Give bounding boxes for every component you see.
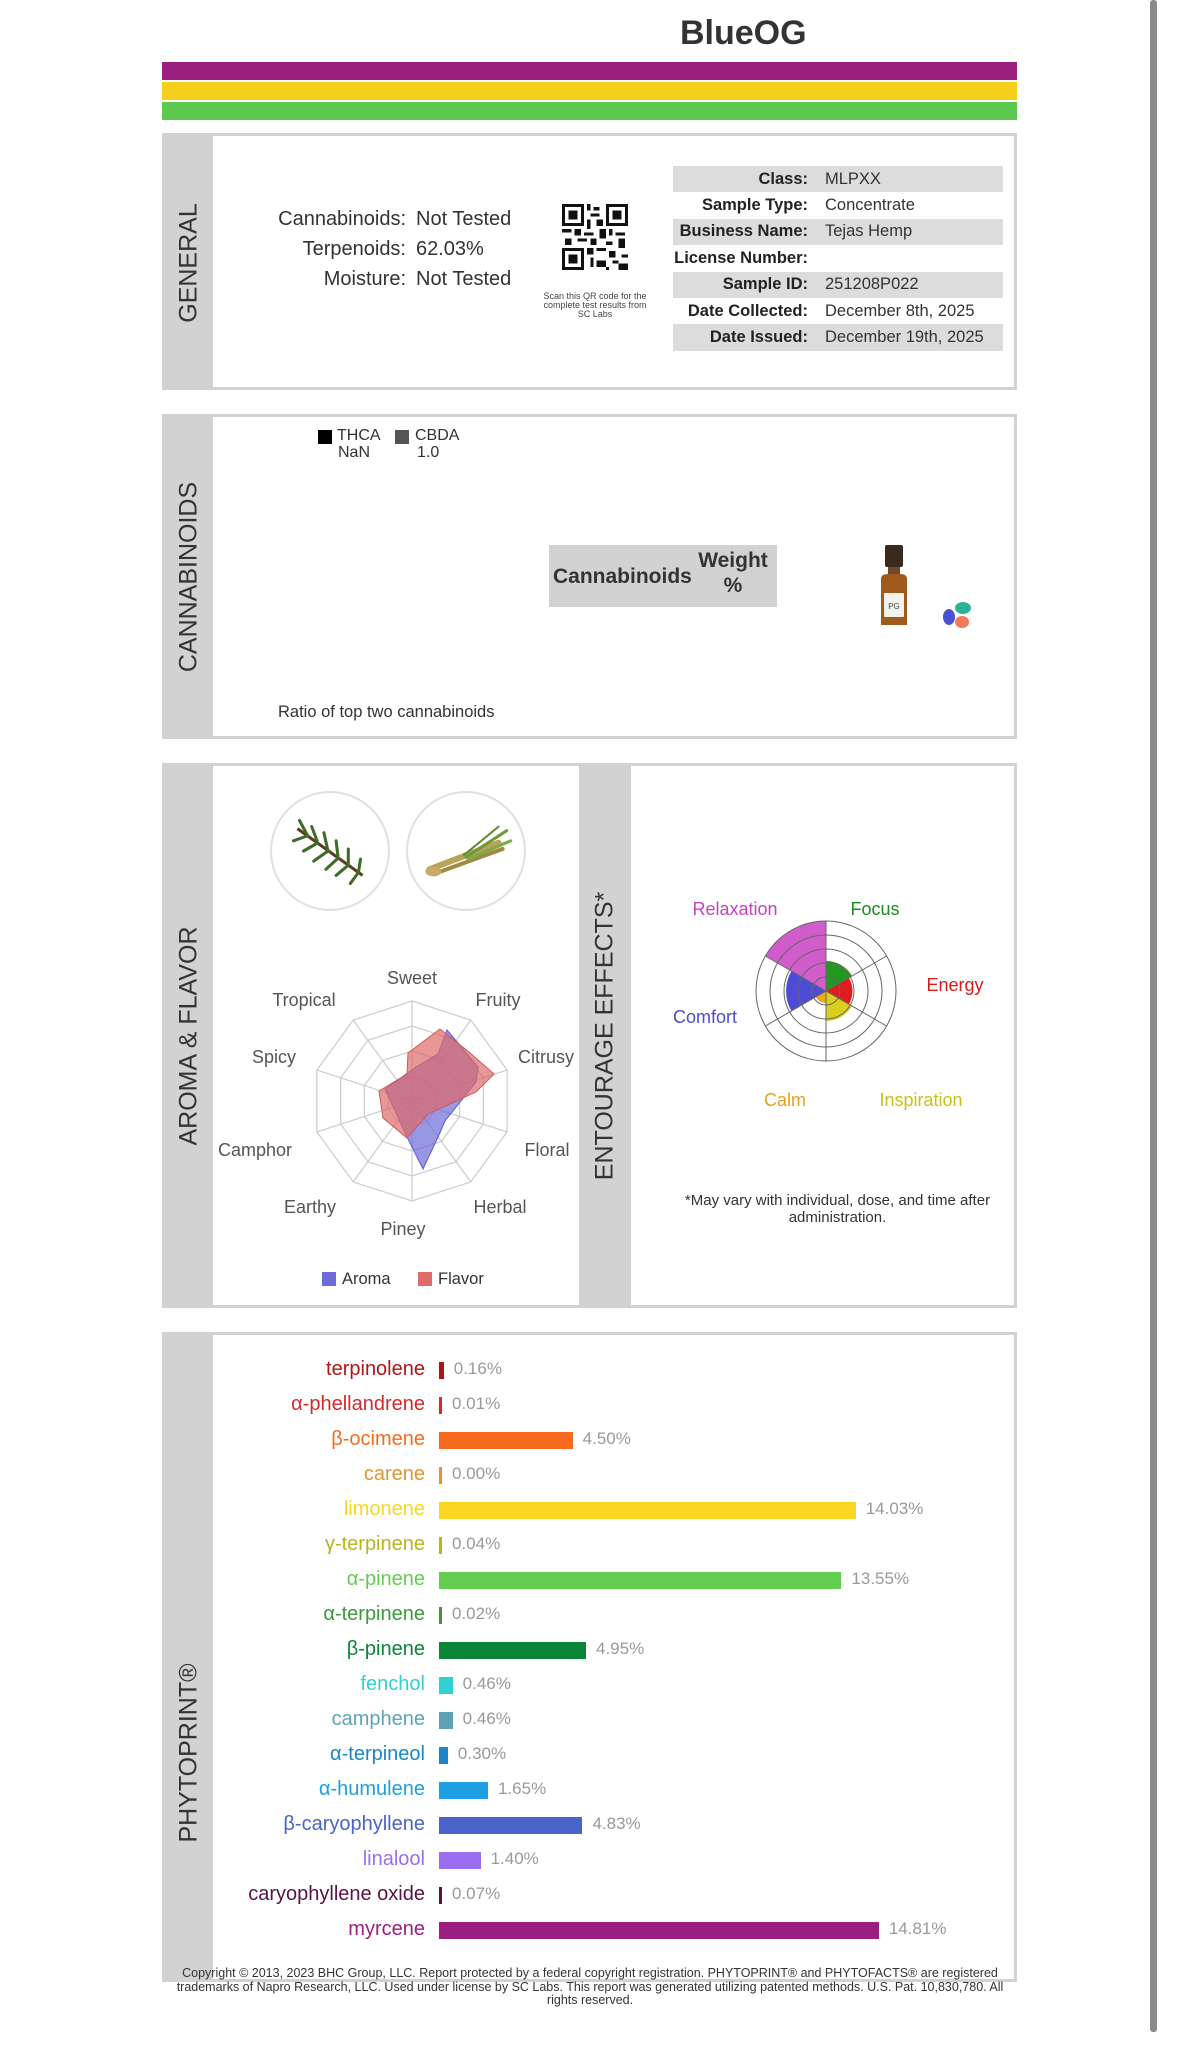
summary-key: Terpenoids: <box>302 238 406 260</box>
terpene-bar <box>439 1922 879 1939</box>
info-key: Business Name: <box>679 222 808 241</box>
thca-legend-value: NaN <box>338 444 371 461</box>
terpene-bar <box>439 1747 448 1764</box>
terpene-value: 14.81% <box>888 1919 947 1938</box>
color-stripe-green <box>162 102 1017 120</box>
general-summary <box>268 204 511 294</box>
terpene-bar <box>439 1467 442 1484</box>
effect-label-energy: Energy <box>926 975 984 995</box>
terpene-row <box>225 1880 1005 1908</box>
terpene-value: 0.46% <box>462 1674 511 1693</box>
terpene-row <box>225 1355 1005 1383</box>
qr-caption: Scan this QR code for the complete test results from SC Labs <box>543 291 647 319</box>
phytoprint-label-bar <box>165 1335 213 1979</box>
terpene-name: α-humulene <box>318 1778 425 1800</box>
terpene-row <box>225 1810 1005 1838</box>
info-row <box>673 272 1003 298</box>
aroma-label: AROMA & FLAVOR <box>174 926 203 1146</box>
terpene-bar <box>439 1432 573 1449</box>
terpene-row <box>225 1775 1005 1803</box>
terpene-bar <box>439 1397 442 1414</box>
info-value: December 19th, 2025 <box>825 328 984 347</box>
info-value: MLPXX <box>825 169 881 188</box>
product-bottle-icon <box>878 545 910 627</box>
summary-key: Moisture: <box>323 268 406 290</box>
entourage-effects-chart <box>746 911 906 1071</box>
terpene-name: γ-terpinene <box>324 1533 425 1555</box>
terpene-bar <box>439 1712 453 1729</box>
terpene-row <box>225 1915 1005 1943</box>
summary-key: Cannabinoids: <box>278 208 406 230</box>
terpene-value: 0.00% <box>452 1464 501 1483</box>
effects-label: ENTOURAGE EFFECTS* <box>590 891 619 1181</box>
terpene-name: α-phellandrene <box>291 1393 425 1415</box>
terpene-name: fenchol <box>360 1673 425 1695</box>
info-row <box>673 298 1003 324</box>
thca-legend-name: THCA <box>337 427 381 444</box>
terpene-value: 0.16% <box>453 1359 502 1378</box>
terpene-name: limonene <box>343 1498 425 1520</box>
terpene-value: 0.01% <box>452 1394 501 1413</box>
summary-row <box>268 234 511 264</box>
terpene-bar <box>439 1572 841 1589</box>
terpene-bar <box>439 1537 442 1554</box>
info-row <box>673 245 1003 271</box>
svg-text:PG: PG <box>888 602 900 611</box>
phytoprint-label: PHYTOPRINT® <box>174 1663 203 1843</box>
qr-code-icon[interactable] <box>562 204 628 270</box>
info-key: Sample Type: <box>701 196 808 215</box>
terpene-row <box>225 1740 1005 1768</box>
terpene-row <box>225 1565 1005 1593</box>
terpene-row <box>225 1635 1005 1663</box>
terpene-bar <box>439 1852 481 1869</box>
terpene-name: camphene <box>331 1708 425 1730</box>
terpene-name: β-ocimene <box>331 1428 425 1450</box>
terpene-name: α-terpinene <box>323 1603 425 1625</box>
terpene-value: 4.83% <box>592 1814 641 1833</box>
terpene-name: caryophyllene oxide <box>248 1883 425 1905</box>
aroma-legend-swatch <box>322 1272 336 1286</box>
general-label-bar <box>165 136 213 387</box>
general-label: GENERAL <box>174 203 203 323</box>
summary-value: 62.03% <box>416 238 484 260</box>
terpene-name: β-pinene <box>346 1638 425 1660</box>
axis-label-fruity: Fruity <box>475 990 521 1010</box>
axis-label-floral: Floral <box>524 1140 570 1160</box>
axis-label-spicy: Spicy <box>251 1047 297 1067</box>
terpene-value: 0.04% <box>452 1534 501 1553</box>
axis-label-camphor: Camphor <box>217 1140 293 1160</box>
color-stripe-yellow <box>162 82 1017 100</box>
info-row <box>673 219 1003 245</box>
aroma-effects-panel <box>162 763 1017 1308</box>
terpene-name: α-pinene <box>346 1568 425 1590</box>
aroma-label-bar <box>165 766 213 1305</box>
effects-label-bar <box>579 766 631 1305</box>
scrollbar[interactable] <box>1150 0 1157 2032</box>
terpene-bar <box>439 1817 582 1834</box>
terpene-name: terpinolene <box>326 1358 425 1380</box>
cannabinoids-panel <box>162 414 1017 739</box>
cannabinoids-label: CANNABINOIDS <box>174 481 203 673</box>
pine-branch-icon <box>269 790 391 912</box>
axis-label-herbal: Herbal <box>473 1197 527 1217</box>
info-value: Tejas Hemp <box>825 222 913 241</box>
terpene-value: 0.02% <box>452 1604 501 1623</box>
info-row <box>673 166 1003 192</box>
terpene-row <box>225 1390 1005 1418</box>
copyright-notice: Copyright © 2013, 2023 BHC Group, LLC. Report protected by a federal copyright registration. PHYTOPRINT® and PHYTOFACTS® are registered trademarks of Napro Research, LLC. Used under license by SC Labs. This report was generated utilizing patented methods. U.S. Pat. 10,830,780. All rights reserved. <box>176 1966 1004 2007</box>
terpene-bar <box>439 1642 586 1659</box>
terpene-value: 0.46% <box>462 1709 511 1728</box>
cbda-legend-name: CBDA <box>415 427 460 444</box>
lemongrass-icon <box>405 790 527 912</box>
flavor-legend-label: Flavor <box>438 1270 484 1288</box>
info-value: Concentrate <box>825 196 915 215</box>
sc-labs-logo-icon <box>941 600 975 634</box>
axis-label-earthy: Earthy <box>283 1197 337 1217</box>
sample-info-table <box>673 166 1003 351</box>
info-row <box>673 192 1003 218</box>
terpene-bar <box>439 1677 453 1694</box>
phytoprint-panel <box>162 1332 1017 1982</box>
terpene-row <box>225 1495 1005 1523</box>
terpene-value: 13.55% <box>851 1569 910 1588</box>
info-value: 251208P022 <box>825 275 919 294</box>
effect-label-relaxation: Relaxation <box>692 899 778 919</box>
terpene-row <box>225 1705 1005 1733</box>
info-key: Class: <box>758 169 808 188</box>
terpene-name: α-terpineol <box>330 1743 425 1765</box>
info-key: Date Issued: <box>709 328 808 347</box>
summary-row <box>268 264 511 294</box>
terpene-bar <box>439 1362 444 1379</box>
terpene-row <box>225 1845 1005 1873</box>
terpene-row <box>225 1600 1005 1628</box>
terpene-bar <box>439 1502 856 1519</box>
terpene-name: linalool <box>362 1848 425 1870</box>
cannabinoids-label-bar <box>165 417 213 736</box>
effect-label-inspiration: Inspiration <box>879 1090 963 1110</box>
summary-value: Not Tested <box>416 268 512 290</box>
axis-label-piney: Piney <box>380 1219 426 1239</box>
flavor-legend-swatch <box>418 1272 432 1286</box>
terpene-value: 0.07% <box>452 1884 501 1903</box>
cannabinoids-column-header: Cannabinoids <box>553 565 692 588</box>
aroma-legend-label: Aroma <box>342 1270 391 1288</box>
axis-label-tropical: Tropical <box>272 990 336 1010</box>
terpene-bar <box>439 1782 488 1799</box>
terpene-row <box>225 1425 1005 1453</box>
terpene-value: 14.03% <box>865 1499 924 1518</box>
info-key: License Number: <box>674 248 808 267</box>
terpene-row <box>225 1530 1005 1558</box>
terpene-value: 1.65% <box>498 1779 547 1798</box>
thca-swatch <box>318 430 332 444</box>
weight-column-header: Weight % <box>698 549 768 597</box>
general-panel <box>162 133 1017 390</box>
terpene-value: 4.50% <box>582 1429 631 1448</box>
effect-label-calm: Calm <box>763 1090 807 1110</box>
info-key: Sample ID: <box>722 275 808 294</box>
info-key: Date Collected: <box>687 301 808 320</box>
terpene-value: 0.30% <box>457 1744 507 1763</box>
terpene-name: myrcene <box>348 1918 425 1940</box>
info-value: December 8th, 2025 <box>825 301 975 320</box>
terpene-row <box>225 1460 1005 1488</box>
axis-label-sweet: Sweet <box>386 968 438 988</box>
effect-label-focus: Focus <box>850 899 900 919</box>
info-row <box>673 324 1003 350</box>
terpene-value: 1.40% <box>490 1849 539 1868</box>
axis-label-citrusy: Citrusy <box>517 1047 575 1067</box>
terpene-value: 4.95% <box>596 1639 645 1658</box>
terpene-bar <box>439 1607 442 1624</box>
cbda-legend-value: 1.0 <box>417 444 440 461</box>
cannabinoid-table-header <box>549 545 777 607</box>
color-stripe-purple <box>162 62 1017 80</box>
effect-label-comfort: Comfort <box>672 1007 738 1027</box>
summary-value: Not Tested <box>416 208 512 230</box>
terpene-row <box>225 1670 1005 1698</box>
cbda-swatch <box>395 430 409 444</box>
terpene-name: β-caryophyllene <box>283 1813 425 1835</box>
terpene-bar <box>439 1887 442 1904</box>
page-title: BlueOG <box>680 14 807 52</box>
summary-row <box>268 204 511 234</box>
terpene-name: carene <box>363 1463 425 1485</box>
effects-footnote: *May vary with individual, dose, and time after administration. <box>684 1192 991 1226</box>
ratio-caption: Ratio of top two cannabinoids <box>278 703 495 721</box>
